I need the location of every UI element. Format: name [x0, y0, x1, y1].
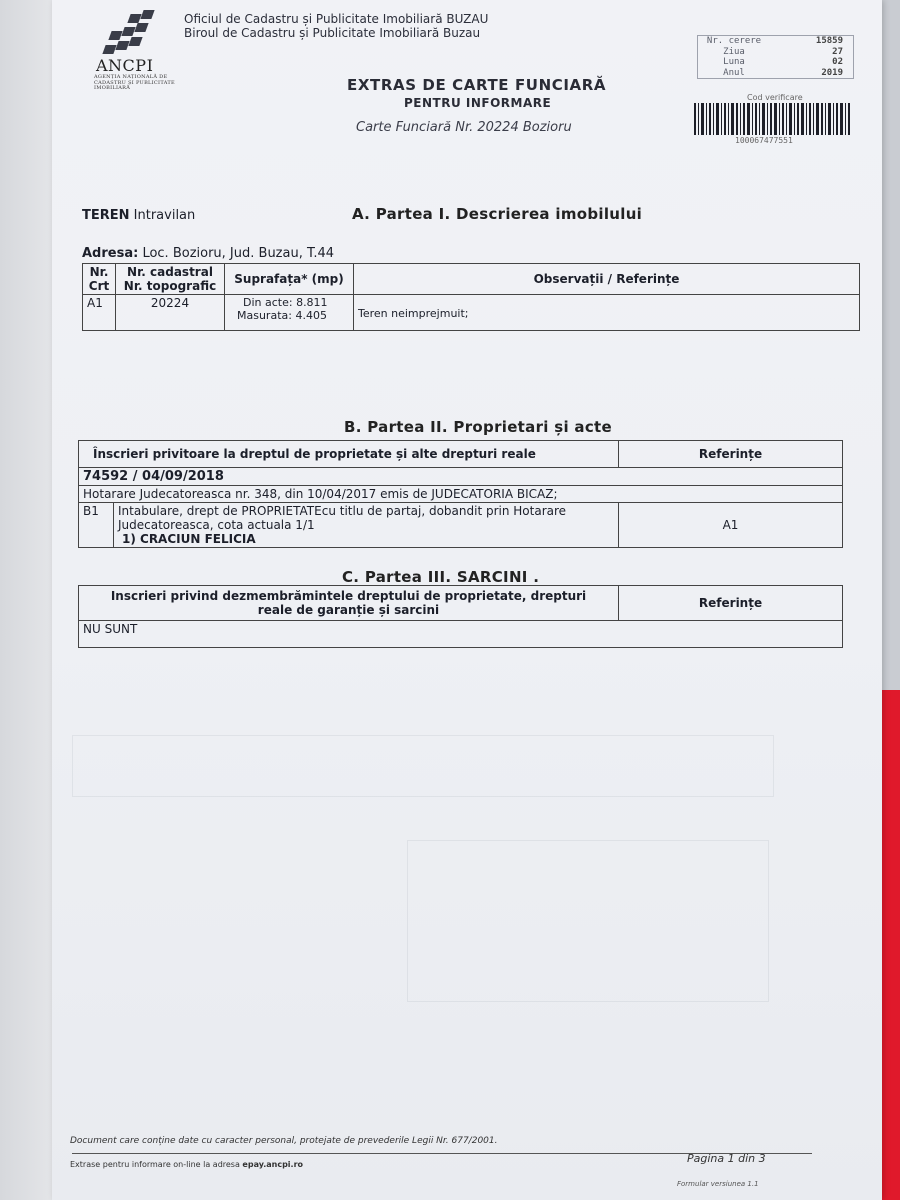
suprafata-din-acte: Din acte: 8.811 — [243, 296, 328, 309]
request-value: 15859 — [815, 36, 843, 46]
online-url: epay.ancpi.ro — [242, 1160, 304, 1169]
online-notice — [70, 1160, 303, 1169]
entry-b1-reference: A1 — [619, 503, 843, 548]
entry-b1-text — [114, 503, 619, 548]
barcode-icon — [692, 103, 852, 135]
logo-text: ANCPI — [96, 56, 154, 75]
entry-b1-label: B1 — [79, 503, 114, 548]
background-left — [0, 0, 60, 1200]
entry-number: 74592 / 04/09/2018 — [79, 468, 843, 486]
request-label: Ziua — [723, 46, 745, 57]
background-red-object — [882, 690, 900, 1200]
barcode-number: 100067477551 — [735, 136, 793, 145]
office-header — [184, 12, 488, 40]
col-header-nr-cadastral: Nr. cadastral Nr. topografic — [116, 264, 225, 295]
owner-name: 1) CRACIUN FELICIA — [122, 532, 256, 546]
request-label: Nr. cerere — [706, 36, 762, 46]
teren-type — [82, 208, 195, 223]
teren-label: TEREN — [82, 208, 130, 223]
entry-b1-description: Intabulare, drept de PROPRIETATEcu titlu de partaj, dobandit prin Hotarare Judecatoreasca, cota actuala 1/1 — [118, 504, 567, 532]
charges-value: NU SUNT — [79, 621, 843, 648]
cell-nr-crt: A1 — [83, 295, 116, 331]
section-b-title: B. Partea II. Proprietari și acte — [344, 418, 612, 436]
entry-act: Hotarare Judecatoreasca nr. 348, din 10/04/2017 emis de JUDECATORIA BICAZ; — [79, 486, 843, 503]
charges-table — [78, 585, 843, 648]
property-table — [82, 263, 860, 331]
teren-type-value: Intravilan — [129, 208, 196, 223]
address-label: Adresa: — [82, 246, 139, 261]
show-through-shadow — [72, 735, 774, 797]
owners-table — [78, 440, 843, 548]
col-header-observatii: Observații / Referințe — [354, 264, 860, 295]
cell-suprafata — [225, 295, 354, 331]
request-label: Luna — [723, 57, 745, 67]
logo-subtext: AGENȚIA NAȚIONALĂ DE CADASTRU ȘI PUBLICITATE IMOBILIARĂ — [94, 74, 175, 91]
cell-observatii: Teren neimprejmuit; — [354, 295, 860, 331]
page-number: Pagina 1 din 3 — [687, 1152, 766, 1165]
request-value: 02 — [832, 57, 843, 67]
owners-references-header: Referințe — [619, 441, 843, 468]
verification-label: Cod verificare — [747, 93, 803, 102]
office-line-2: Biroul de Cadastru și Publicitate Imobiliară Buzau — [184, 26, 481, 40]
ancpi-logo — [94, 10, 184, 102]
document-subtitle: PENTRU INFORMARE — [404, 96, 552, 110]
cell-nr-cadastral: 20224 — [116, 295, 225, 331]
col-header-suprafata: Suprafața* (mp) — [225, 264, 354, 295]
personal-data-notice: Document care conține date cu caracter personal, protejate de prevederile Legii Nr. 677/2001. — [70, 1136, 498, 1146]
request-value: 27 — [832, 46, 843, 57]
section-a-title: A. Partea I. Descrierea imobilului — [352, 205, 643, 223]
request-value: 2019 — [821, 67, 843, 78]
carte-funciara-number: Carte Funciară Nr. 20224 Bozioru — [356, 120, 572, 135]
charges-header: Inscrieri privind dezmembrămintele dreptului de proprietate, drepturi reale de garanție și sarcini — [79, 586, 619, 621]
logo-mark-icon — [102, 10, 162, 60]
request-box — [697, 35, 854, 79]
form-version: Formular versiunea 1.1 — [677, 1180, 759, 1188]
address-value: Loc. Bozioru, Jud. Buzau, T.44 — [138, 246, 335, 261]
owners-header: Înscrieri privitoare la dreptul de proprietate și alte drepturi reale — [79, 441, 619, 468]
address — [82, 246, 334, 261]
document-page — [52, 0, 882, 1200]
online-notice-text: Extrase pentru informare on-line la adresa — [70, 1160, 243, 1169]
show-through-shadow — [407, 840, 769, 1002]
document-title: EXTRAS DE CARTE FUNCIARĂ — [347, 76, 607, 94]
request-label: Anul — [723, 67, 745, 78]
suprafata-masurata: Masurata: 4.405 — [237, 309, 327, 322]
section-c-title: C. Partea III. SARCINI . — [342, 568, 540, 586]
charges-references-header: Referințe — [619, 586, 843, 621]
col-header-nr-crt: Nr. Crt — [83, 264, 116, 295]
office-line-1: Oficiul de Cadastru și Publicitate Imobiliară BUZAU — [184, 12, 489, 26]
